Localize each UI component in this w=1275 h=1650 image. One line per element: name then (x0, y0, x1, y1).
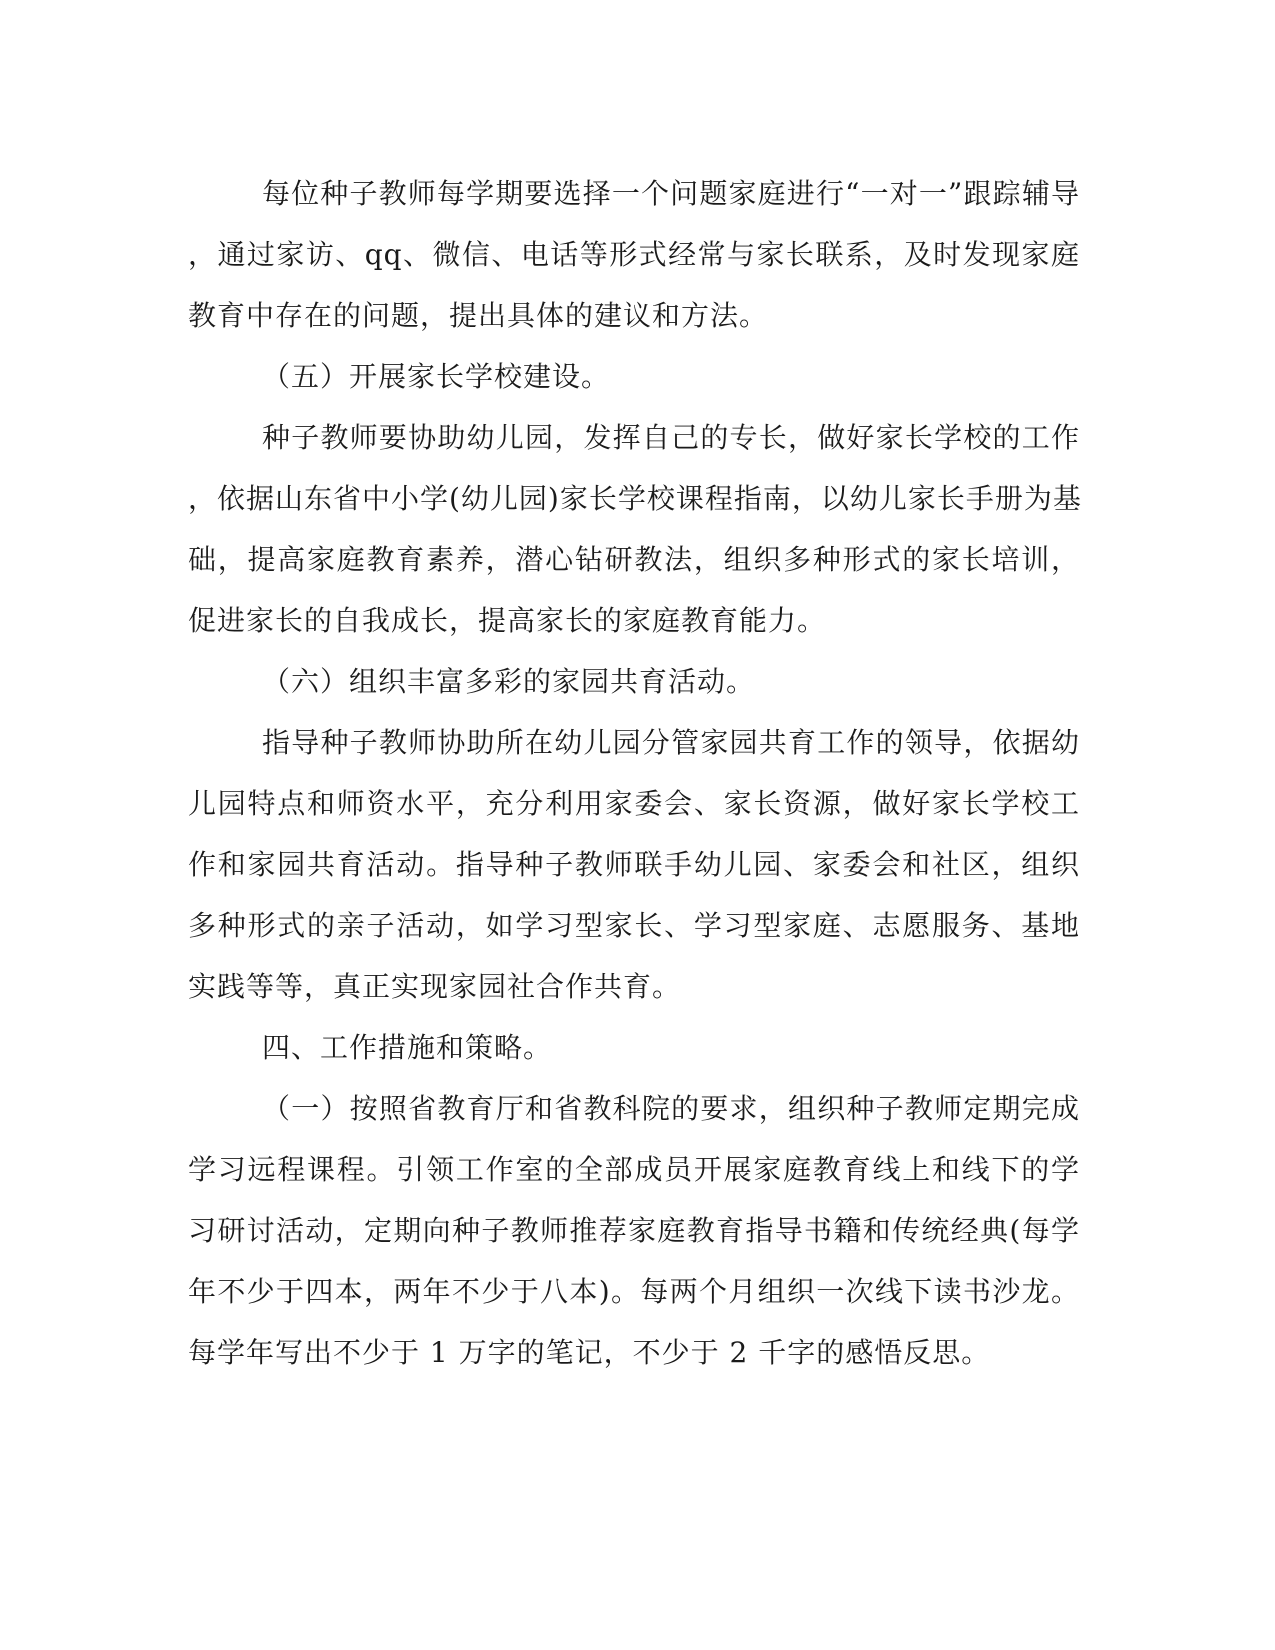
text-line: （一）按照省教育厅和省教科院的要求，组织种子教师定期完成 (262, 1092, 1080, 1125)
section-heading: （五）开展家长学校建设。 (262, 360, 611, 393)
text-line: 每位种子教师每学期要选择一个问题家庭进行“一对一”跟踪辅导 (262, 177, 1080, 210)
text-line: 实践等等，真正实现家园社合作共育。 (188, 970, 682, 1003)
section-heading: （六）组织丰富多彩的家园共育活动。 (262, 665, 756, 698)
text-line: 习研讨活动，定期向种子教师推荐家庭教育指导书籍和传统经典(每学 (188, 1214, 1080, 1247)
text-line: 学习远程课程。引领工作室的全部成员开展家庭教育线上和线下的学 (188, 1153, 1080, 1186)
text-line: 年不少于四本，两年不少于八本)。每两个月组织一次线下读书沙龙。 (188, 1275, 1080, 1308)
text-line: 儿园特点和师资水平，充分利用家委会、家长资源，做好家长学校工 (188, 787, 1080, 820)
text-line: ，通过家访、qq、微信、电话等形式经常与家长联系，及时发现家庭 (188, 238, 1080, 271)
text-line: 教育中存在的问题，提出具体的建议和方法。 (188, 299, 769, 332)
text-line: ，依据山东省中小学(幼儿园)家长学校课程指南，以幼儿家长手册为基 (188, 482, 1082, 515)
section-heading: 四、工作措施和策略。 (262, 1031, 553, 1064)
document-body (188, 163, 1080, 1383)
text-line: 础，提高家庭教育素养，潜心钻研教法，组织多种形式的家长培训， (188, 543, 1080, 576)
text-line: 指导种子教师协助所在幼儿园分管家园共育工作的领导，依据幼 (262, 726, 1080, 759)
text-line: 种子教师要协助幼儿园，发挥自己的专长，做好家长学校的工作 (262, 421, 1080, 454)
text-line: 每学年写出不少于 1 万字的笔记，不少于 2 千字的感悟反思。 (188, 1336, 991, 1369)
text-line: 促进家长的自我成长，提高家长的家庭教育能力。 (188, 604, 827, 637)
text-line: 作和家园共育活动。指导种子教师联手幼儿园、家委会和社区，组织 (188, 848, 1080, 881)
text-line: 多种形式的亲子活动，如学习型家长、学习型家庭、志愿服务、基地 (188, 909, 1080, 942)
